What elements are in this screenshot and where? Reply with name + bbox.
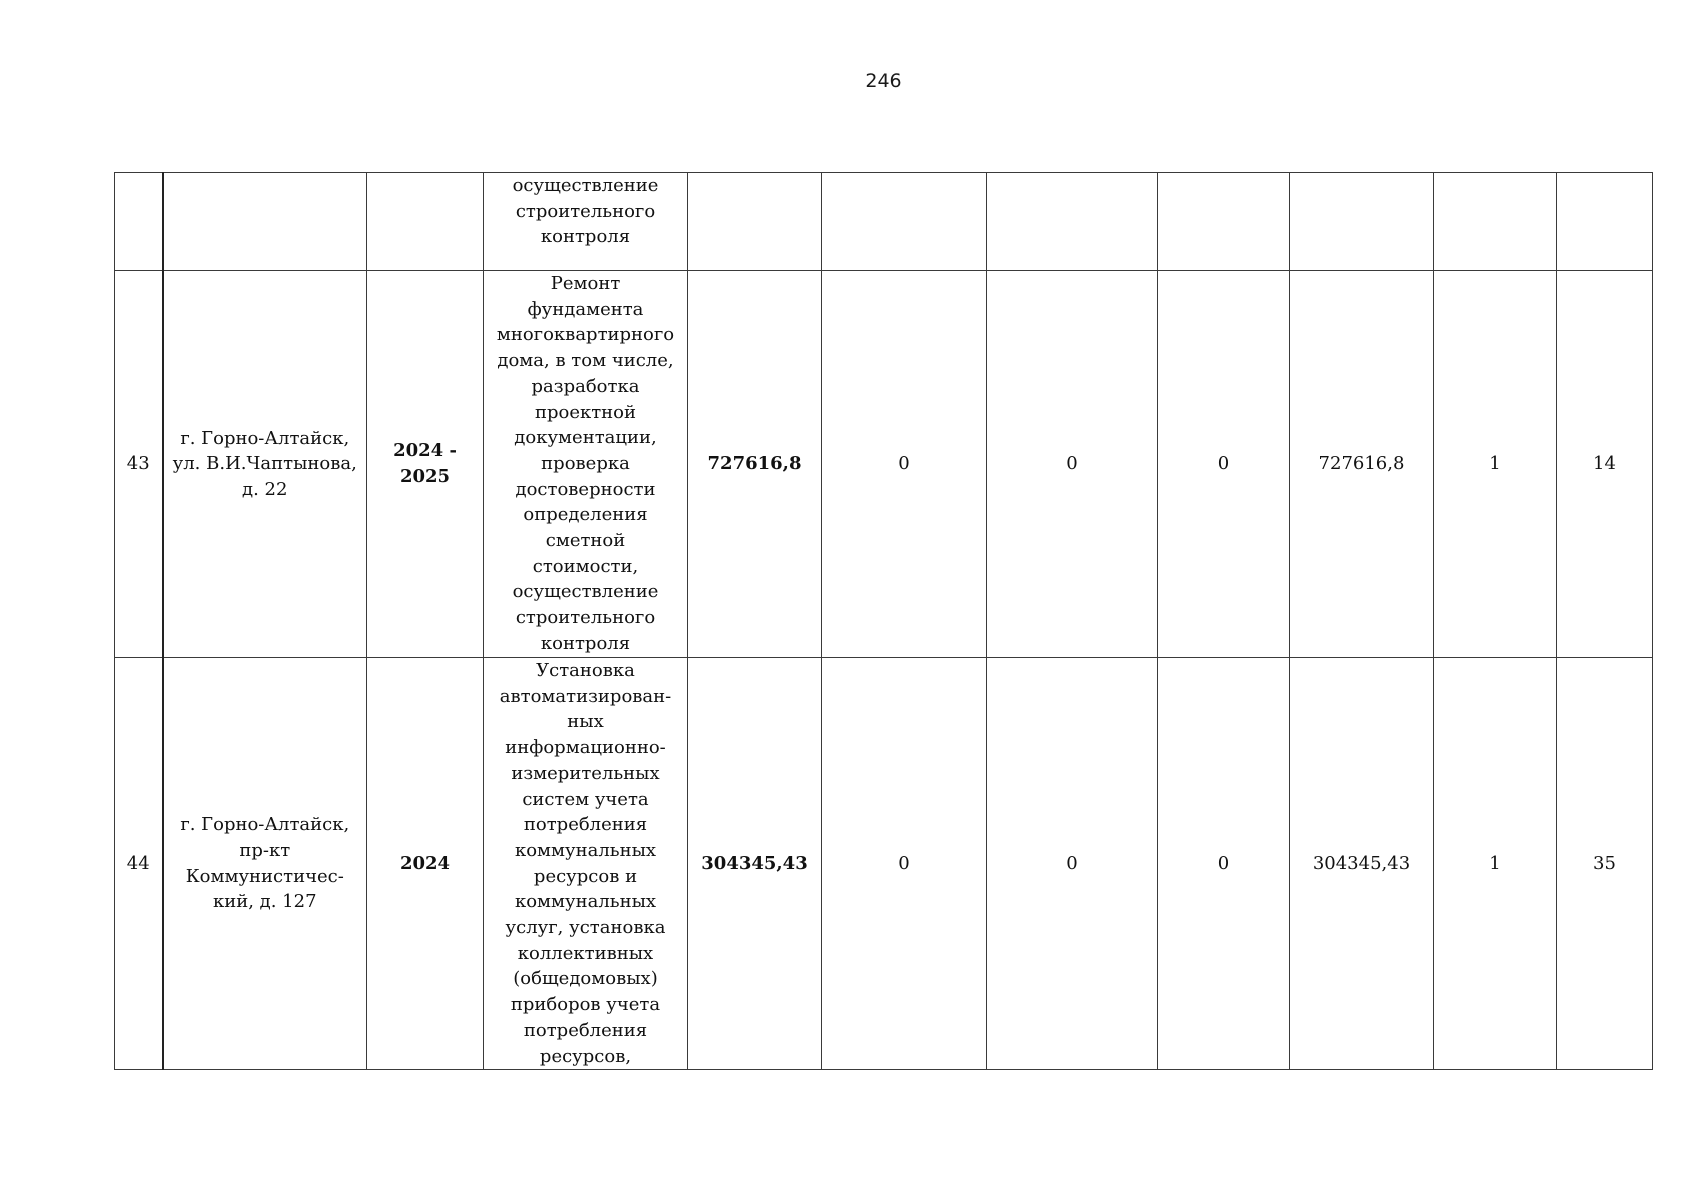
period-line: 2024 xyxy=(399,852,451,874)
work-description-line: приборов учета xyxy=(510,994,661,1016)
value-cell: 727616,8 xyxy=(1290,271,1434,658)
address-line: кий, д. 127 xyxy=(212,891,317,913)
period-cell xyxy=(367,271,484,658)
value-cell: 35 xyxy=(1557,658,1653,1070)
row-number-cell: 44 xyxy=(115,658,163,1070)
address-line: пр-кт xyxy=(239,840,291,862)
period-line: 2024 - xyxy=(393,440,457,462)
value-cell: 0 xyxy=(822,658,987,1070)
work-description-line: ных xyxy=(567,711,604,733)
address-line: ул. В.И.Чаптынова, xyxy=(172,453,357,475)
address-line: Коммунистичес- xyxy=(185,865,344,887)
value-cell: 0 xyxy=(1158,658,1290,1070)
value-cell: 1 xyxy=(1434,271,1557,658)
work-description-line: потребления xyxy=(523,814,648,836)
table-row xyxy=(115,658,1653,1070)
period-cell xyxy=(367,173,484,271)
work-description-line: строительного xyxy=(515,607,656,629)
address-cell xyxy=(163,173,367,271)
work-description-line: дома, в том числе, xyxy=(497,350,674,372)
value-cell: 304345,43 xyxy=(1290,658,1434,1070)
work-description-line: ресурсов и xyxy=(533,865,638,887)
work-description-line: потребления xyxy=(523,1019,648,1041)
value-cell xyxy=(987,173,1158,271)
work-description-cell xyxy=(484,271,688,658)
total-cost-cell xyxy=(688,173,822,271)
work-description-line: определения xyxy=(523,504,648,526)
value-cell: 0 xyxy=(987,658,1158,1070)
row-number-cell: 43 xyxy=(115,271,163,658)
work-description-line: Установка xyxy=(536,660,635,681)
work-description-line: контроля xyxy=(540,632,631,654)
total-cost-cell: 304345,43 xyxy=(688,658,822,1070)
work-description-line: (общедомовых) xyxy=(513,968,658,990)
row-number-cell xyxy=(115,173,163,271)
table-row xyxy=(115,271,1653,658)
value-cell: 14 xyxy=(1557,271,1653,658)
address-line: г. Горно-Алтайск, xyxy=(180,427,350,449)
address-line: г. Горно-Алтайск, xyxy=(180,814,350,836)
total-cost-cell: 727616,8 xyxy=(688,271,822,658)
value-cell xyxy=(1557,173,1653,271)
value-cell xyxy=(1434,173,1557,271)
work-description-line: осуществление xyxy=(512,175,659,196)
works-table xyxy=(114,172,1653,1070)
table-row xyxy=(115,173,1653,271)
work-description-line: ресурсов, xyxy=(539,1045,632,1067)
address-cell xyxy=(163,658,367,1070)
work-description-line: информационно- xyxy=(505,737,666,759)
period-line: 2025 xyxy=(399,466,451,487)
work-description-line: документации, xyxy=(514,427,657,449)
work-description-line: коммунальных xyxy=(514,839,657,861)
work-description-line: Ремонт xyxy=(550,273,621,294)
work-description-line: фундамента xyxy=(527,298,644,320)
address-cell xyxy=(163,271,367,658)
work-description-cell xyxy=(484,173,688,271)
value-cell: 0 xyxy=(987,271,1158,658)
work-description-line: коммунальных xyxy=(514,891,657,913)
work-description-line: разработка xyxy=(531,375,640,397)
work-description-line: коллективных xyxy=(517,942,654,964)
work-description-line: стоимости, xyxy=(532,555,639,577)
page-number: 246 xyxy=(865,70,902,92)
value-cell: 0 xyxy=(1158,271,1290,658)
value-cell: 1 xyxy=(1434,658,1557,1070)
work-description-line: контроля xyxy=(540,226,631,248)
work-description-line: услуг, установка xyxy=(505,917,666,939)
work-description-line: проверка xyxy=(541,452,630,474)
work-description-line: систем учета xyxy=(522,788,649,810)
value-cell xyxy=(822,173,987,271)
work-description-line: строительного xyxy=(515,200,656,222)
work-description-line: многоквартирного xyxy=(496,324,675,346)
address-line: д. 22 xyxy=(242,478,288,500)
value-cell xyxy=(1290,173,1434,271)
work-description-cell xyxy=(484,658,688,1070)
work-description-line: проектной xyxy=(534,401,637,423)
work-description-line: измерительных xyxy=(511,762,660,784)
value-cell: 0 xyxy=(822,271,987,658)
work-description-line: сметной xyxy=(545,530,626,552)
work-description-line: осуществление xyxy=(512,581,659,603)
period-cell xyxy=(367,658,484,1070)
value-cell xyxy=(1158,173,1290,271)
work-description-line: автоматизирован- xyxy=(499,685,672,707)
work-description-line: достоверности xyxy=(515,478,656,500)
